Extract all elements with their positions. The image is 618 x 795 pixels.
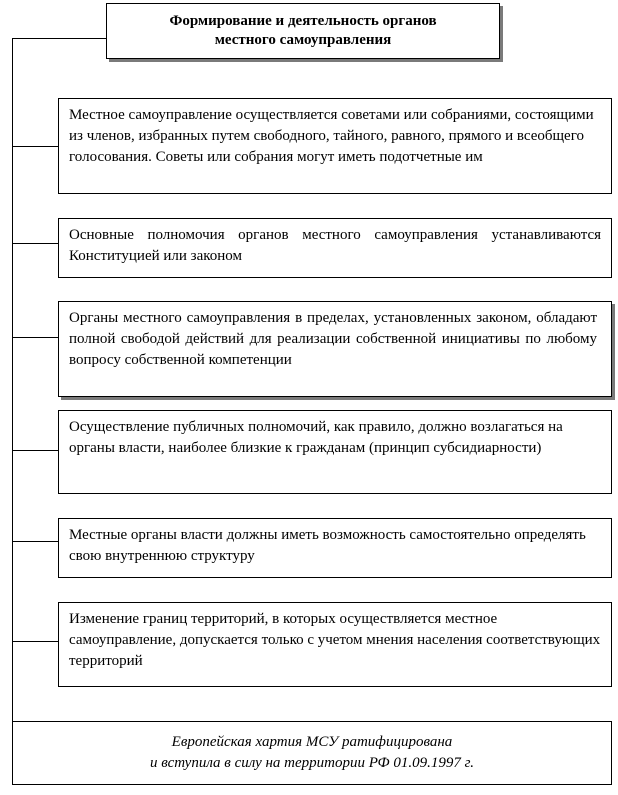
ratification-footer-box [12,721,612,785]
vertical-trunk [12,38,13,722]
ratification-line2: и вступила в силу на территории РФ 01.09.1997 г. [150,755,474,771]
branch-1 [12,146,59,147]
principle-text-1: Местное самоуправление осуществляется советами или собраниями, состоящими из членов, избранных путем свободного, тайного, равного, прямого и всеобщего голосования. Советы или собрания могут иметь подотчетные им [69,107,594,165]
branch-2 [12,243,59,244]
principle-box-4 [58,410,612,494]
branch-5 [12,541,59,542]
principle-text-5: Местные органы власти должны иметь возможность самостоятельно определять свою внутреннюю структуру [69,527,586,564]
ratification-line1: Европейская хартия МСУ ратифицирована [171,734,453,750]
diagram-title-box [106,3,500,59]
principle-box-6 [58,602,612,687]
principle-box-1 [58,98,612,194]
principle-text-6: Изменение границ территорий, в которых осуществляется местное самоуправление, допускается только с учетом мнения населения соответствующих территорий [69,611,601,669]
principle-text-2: Основные полномочия органов местного самоуправления устанавливаются Конституцией или законом [69,227,601,264]
principle-text-3: Органы местного самоуправления в пределах, установленных законом, обладают полной свободой действий для реализации собственной инициативы по любому вопросу собственной компетенции [69,310,597,368]
principle-box-5 [58,518,612,578]
diagram-title-line2: местного самоуправления [214,32,392,48]
branch-6 [12,641,59,642]
principle-box-3 [58,301,612,397]
trunk-top-connector [12,38,107,39]
diagram-title-line1: Формирование и деятельность органов [169,13,437,29]
branch-4 [12,450,59,451]
principle-box-2 [58,218,612,278]
principle-text-4: Осуществление публичных полномочий, как правило, должно возлагаться на органы власти, наиболее близкие к гражданам (принцип субсидиарности) [69,419,563,456]
branch-3 [12,337,59,338]
